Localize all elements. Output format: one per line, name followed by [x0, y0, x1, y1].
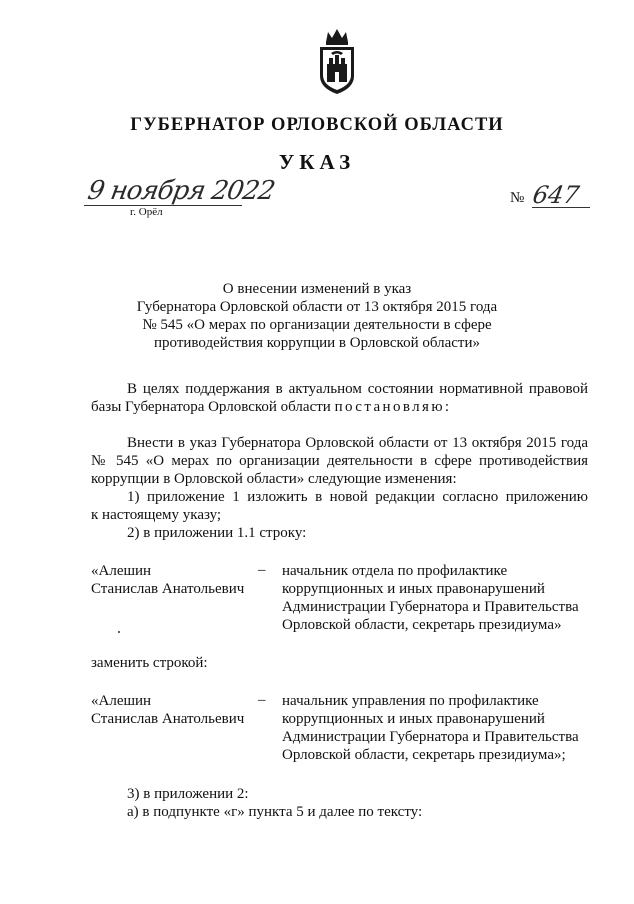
handwritten-number: 647: [530, 181, 582, 209]
position-line: Орловской области, секретарь президиума»;: [282, 747, 566, 763]
amendment-item: 2) в приложении 1.1 строку:: [127, 525, 307, 541]
position-line: Администрации Губернатора и Правительства: [282, 729, 579, 745]
subject-line: противодействия коррупции в Орловской области»: [154, 335, 480, 351]
amendment-item: 3) в приложении 2:: [127, 786, 249, 802]
name-line: Станислав Анатольевич: [91, 581, 245, 597]
old-row-position: [282, 562, 592, 634]
coat-of-arms-emblem: [314, 28, 360, 96]
preamble-line: В целях поддержания в актуальном состоянии нормативной правовой: [127, 381, 588, 397]
amendment-intro-line: Внести в указ Губернатора Орловской области от 13 октября 2015 года: [127, 435, 588, 451]
position-line: коррупционных и иных правонарушений: [282, 711, 545, 727]
name-line: Станислав Анатольевич: [91, 711, 245, 727]
replace-instruction: заменить строкой:: [91, 655, 208, 671]
preamble-text: базы Губернатора Орловской области: [91, 399, 331, 415]
name-line: «Алешин: [91, 563, 152, 579]
subject-line: № 545 «О мерах по организации деятельности в сфере: [142, 317, 492, 333]
row-dash: –: [258, 562, 266, 578]
row-dash: –: [258, 692, 266, 708]
subject-line: Губернатора Орловской области от 13 октября 2015 года: [136, 299, 498, 315]
old-row-name: [91, 562, 244, 598]
date-underline: [84, 205, 242, 206]
issuer-title: ГУБЕРНАТОР ОРЛОВСКОЙ ОБЛАСТИ: [130, 115, 504, 135]
amendment-intro-line: № 545 «О мерах по организации деятельности в сфере противодействия: [91, 453, 588, 469]
amendment-item: 1) приложение 1 изложить в новой редакции согласно приложению: [127, 489, 588, 505]
subject-line: О внесении изменений в указ: [222, 281, 412, 297]
position-line: начальник управления по профилактике: [282, 693, 539, 709]
position-line: коррупционных и иных правонарушений: [282, 581, 545, 597]
new-row-name: [91, 692, 244, 728]
amendment-intro-line: коррупции в Орловской области» следующие изменения:: [91, 471, 457, 487]
amendment-item: к настоящему указу;: [91, 507, 222, 523]
preamble-line: [91, 398, 588, 416]
decree-subject: [100, 280, 534, 352]
position-line: Администрации Губернатора и Правительства: [282, 599, 579, 615]
name-line: «Алешин: [91, 693, 152, 709]
number-symbol: №: [510, 190, 525, 206]
document-type-title: УКАЗ: [278, 150, 356, 174]
number-underline: [532, 207, 590, 208]
preamble-operative-word: постановляю:: [334, 399, 452, 415]
amendment-subitem: а) в подпункте «г» пункта 5 и далее по тексту:: [127, 804, 423, 820]
issue-city: г. Орёл: [130, 206, 163, 218]
position-line: Орловской области, секретарь президиума»: [282, 617, 562, 633]
scan-speck: [118, 631, 120, 633]
position-line: начальник отдела по профилактике: [282, 563, 508, 579]
new-row-position: [282, 692, 592, 764]
handwritten-date: 9 ноября 2022: [85, 176, 277, 206]
